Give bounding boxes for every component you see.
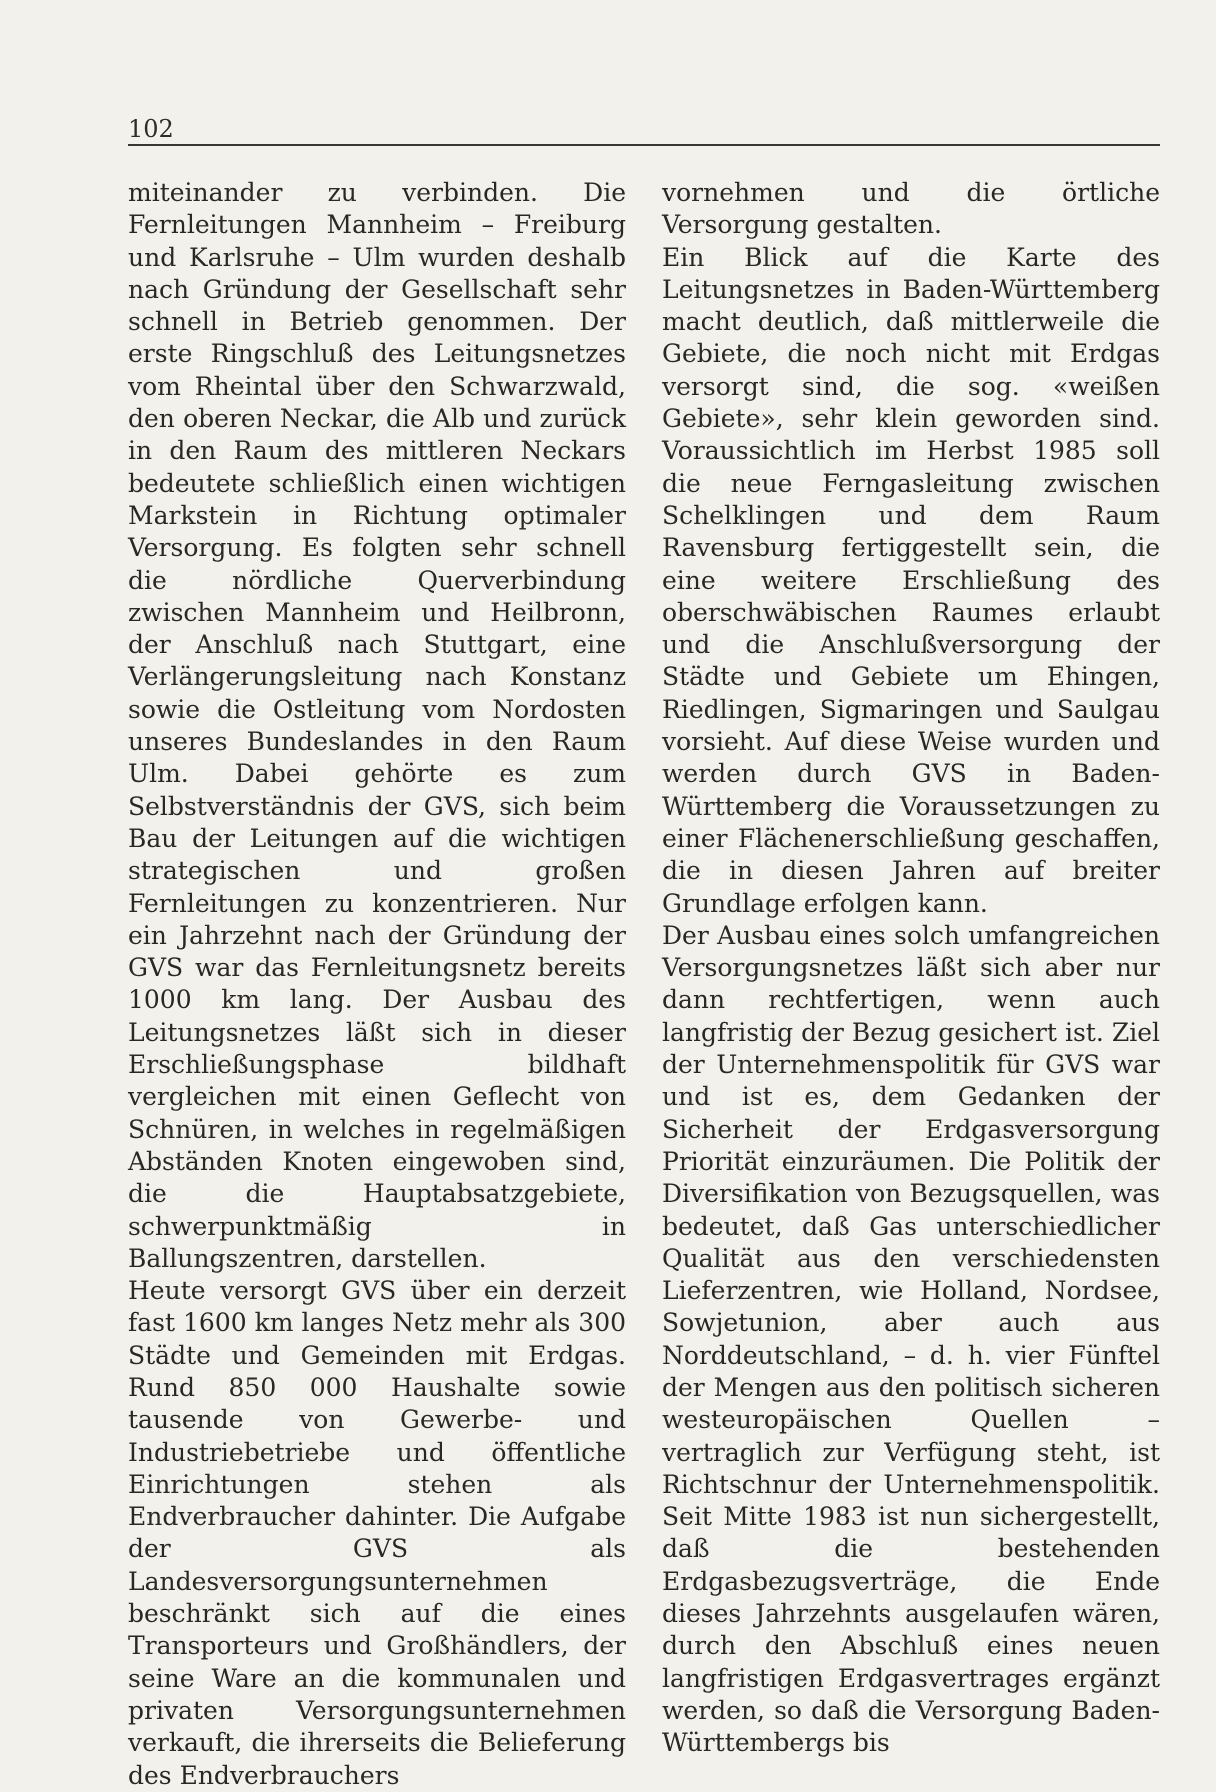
left-paragraph-2: Heute versorgt GVS über ein derzeit fast 1600 km langes Netz mehr als 300 Städte und Gemeinden mit Erdgas. Rund 850 000 Haushalte sowie tausende von Gewerbe- und Industriebetriebe und öffentliche Einrichtungen stehen als Endverbraucher dahinter. Die Aufgabe der GVS als Landesversorgungsunternehmen beschränkt sich auf die eines Transporteurs und Großhändlers, der seine Ware an die kommunalen und privaten Versorgungsunternehmen verkauft, die ihrerseits die Belieferung des Endverbrauchers <box>128 1276 626 1790</box>
right-paragraph-2: Ein Blick auf die Karte des Leitungsnetzes in Baden-Württemberg macht deutlich, daß mittlerweile die Gebiete, die noch nicht mit Erdgas versorgt sind, die sog. «weißen Gebiete», sehr klein geworden sind. Voraussichtlich im Herbst 1985 soll die neue Ferngasleitung zwischen Schelklingen und dem Raum Ravensburg fertiggestellt sein, die eine weitere Erschließung des oberschwäbischen Raumes erlaubt und die Anschlußversorgung der Städte und Gebiete um Ehingen, Riedlingen, Sigmaringen und Saulgau vorsieht. Auf diese Weise wurden und werden durch GVS in Baden-Württemberg die Voraussetzungen zu einer Flächenerschließung geschaffen, die in diesen Jahren auf breiter Grundlage erfolgen kann. <box>662 242 1160 918</box>
page-number: 102 <box>128 115 174 143</box>
header-rule <box>128 144 1160 146</box>
right-text-column <box>662 177 1160 1760</box>
left-text-column <box>128 177 626 1792</box>
left-paragraph-1: miteinander zu verbinden. Die Fernleitungen Mannheim – Freiburg und Karlsruhe – Ulm wurden deshalb nach Gründung der Gesellschaft sehr schnell in Betrieb genommen. Der erste Ringschluß des Leitungsnetzes vom Rheintal über den Schwarzwald, den oberen Neckar, die Alb und zurück in den Raum des mittleren Neckars bedeutete schließlich einen wichtigen Markstein in Richtung optimaler Versorgung. Es folgten sehr schnell die nördliche Querverbindung zwischen Mannheim und Heilbronn, der Anschluß nach Stuttgart, eine Verlängerungsleitung nach Konstanz sowie die Ostleitung vom Nordosten unseres Bundeslandes in den Raum Ulm. Dabei gehörte es zum Selbstverständnis der GVS, sich beim Bau der Leitungen auf die wichtigen strategischen und großen Fernleitungen zu konzentrieren. Nur ein Jahrzehnt nach der Gründung der GVS war das Fernleitungsnetz bereits 1000 km lang. Der Ausbau des Leitungsnetzes läßt sich in dieser Erschließungsphase bildhaft vergleichen mit einen Geflecht von Schnüren, in welches in regelmäßigen Abständen Knoten eingewoben sind, die die Hauptabsatzgebiete, schwerpunktmäßig in Ballungszentren, darstellen. <box>128 178 626 1273</box>
right-paragraph-1: vornehmen und die örtliche Versorgung gestalten. <box>662 178 1160 240</box>
right-paragraph-3: Der Ausbau eines solch umfangreichen Versorgungsnetzes läßt sich aber nur dann rechtfertigen, wenn auch langfristig der Bezug gesichert ist. Ziel der Unternehmenspolitik für GVS war und ist es, dem Gedanken der Sicherheit der Erdgasversorgung Priorität einzuräumen. Die Politik der Diversifikation von Bezugsquellen, was bedeutet, daß Gas unterschiedlicher Qualität aus den verschiedensten Lieferzentren, wie Holland, Nordsee, Sowjetunion, aber auch aus Norddeutschland, – d. h. vier Fünftel der Mengen aus den politisch sicheren westeuropäischen Quellen – vertraglich zur Verfügung steht, ist Richtschnur der Unternehmenspolitik. Seit Mitte 1983 ist nun sichergestellt, daß die bestehenden Erdgasbezugsverträge, die Ende dieses Jahrzehnts ausgelaufen wären, durch den Abschluß eines neuen langfristigen Erdgasvertrages ergänzt werden, so daß die Versorgung Baden-Württembergs bis <box>662 920 1160 1758</box>
